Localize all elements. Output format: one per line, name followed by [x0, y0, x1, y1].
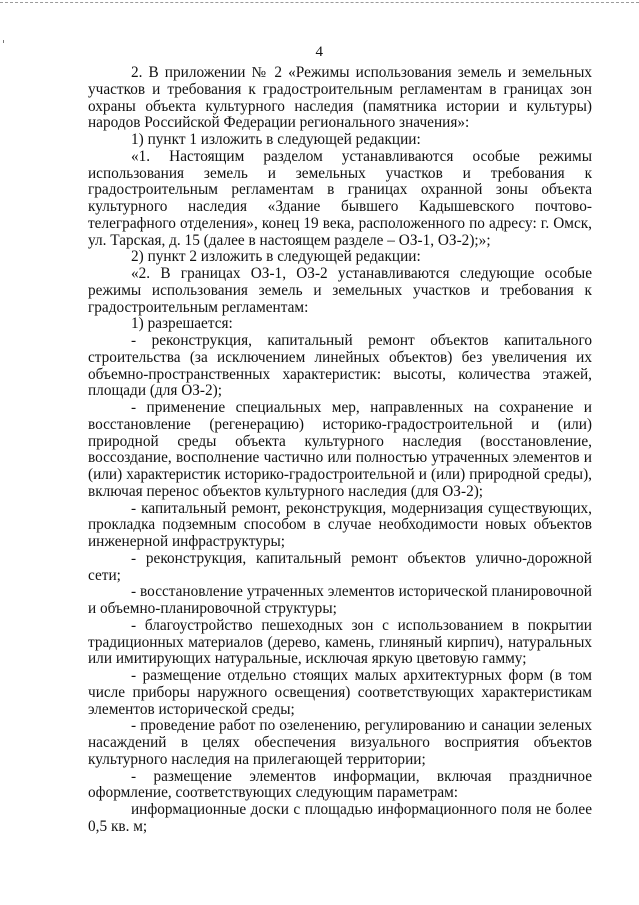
page-number: 4: [315, 44, 324, 60]
list-item-engineering-infrastructure: - капитальный ремонт, реконструкция, модернизация существующих, прокладка подземным способом в случае необходимости новых объектов инженерной инфраструктуры;: [88, 499, 592, 550]
list-item-pedestrian-zones: - благоустройство пешеходных зон с использованием в покрытии традиционных материалов (дерево, камень, глиняный кирпич), натуральных или имитирующих натуральные, исключая яркую цветовую гамму;: [88, 616, 592, 668]
list-item-information-elements: - размещение элементов информации, включая праздничное оформление, соответствующих следующим параметрам:: [88, 767, 592, 802]
list-item-planning-structure: - восстановление утраченных элементов исторической планировочной и объемно-планировочной структуры;: [88, 583, 592, 617]
document-body: [88, 65, 592, 836]
list-item-road-network: - реконструкция, капитальный ремонт объектов улично-дорожной сети;: [88, 549, 592, 584]
paragraph-item-2-heading: 2) пункт 2 изложить в следующей редакции:: [131, 248, 421, 266]
list-item-reconstruction: - реконструкция, капитальный ремонт объектов капитального строительства (за исключением линейных объектов) без увеличения их объемно-пространственных характеристик: высоты, количества этажей, площади (для ОЗ-2);: [88, 332, 592, 400]
list-item-small-architectural-forms: - размещение отдельно стоящих малых архитектурных форм (в том числе приборы наружного освещения) соответствующих характеристикам элементов исторической среды;: [88, 667, 592, 718]
paragraph-item-1-text: «1. Настоящим разделом устанавливаются особые режимы использования земель и земельных участков и требования к градостроительным регламентам в границах охранной зоны объекта культурного наследия «Здание бывшего Кадышевского почтово-телеграфного отделения», конец 19 века, расположенного по адресу: г. Омск, ул. Тарская, д. 15 (далее в настоящем разделе – ОЗ-1, ОЗ-2);»;: [88, 147, 592, 249]
paragraph-permitted-heading: 1) разрешается:: [131, 315, 233, 333]
list-item-special-measures: - применение специальных мер, направленных на сохранение и восстановление (регенерацию) историко-градостроительной и (или) природной среды объекта культурного наследия (восстановление, воссоздание, восполнение частично или полностью утраченных элементов и (или) характеристик историко-градостроительной и (или) природной среды), включая перенос объектов культурного наследия (для ОЗ-2);: [88, 399, 592, 500]
paragraph-information-boards: информационные доски с площадью информационного поля не более 0,5 кв. м;: [88, 801, 592, 835]
paragraph-item-1-heading: 1) пункт 1 изложить в следующей редакции:: [131, 131, 421, 148]
scan-top-edge: [0, 2, 639, 3]
list-item-landscaping: - проведение работ по озеленению, регулированию и санации зеленых насаждений в целях обеспечения визуального восприятия объектов культурного наследия на прилегающей территории;: [88, 717, 592, 768]
paragraph-amendment-appendix-2: 2. В приложении № 2 «Режимы использования земель и земельных участков и требования к градостроительным регламентам в границах зон охраны объекта культурного наследия (памятника истории и культуры) народов Российской Федерации регионального значения»:: [88, 64, 592, 132]
scan-mark: [3, 40, 4, 43]
paragraph-item-2-text: «2. В границах ОЗ-1, ОЗ-2 устанавливаются следующие особые режимы использования земель и земельных участков и требования к градостроительным регламентам:: [88, 265, 592, 316]
